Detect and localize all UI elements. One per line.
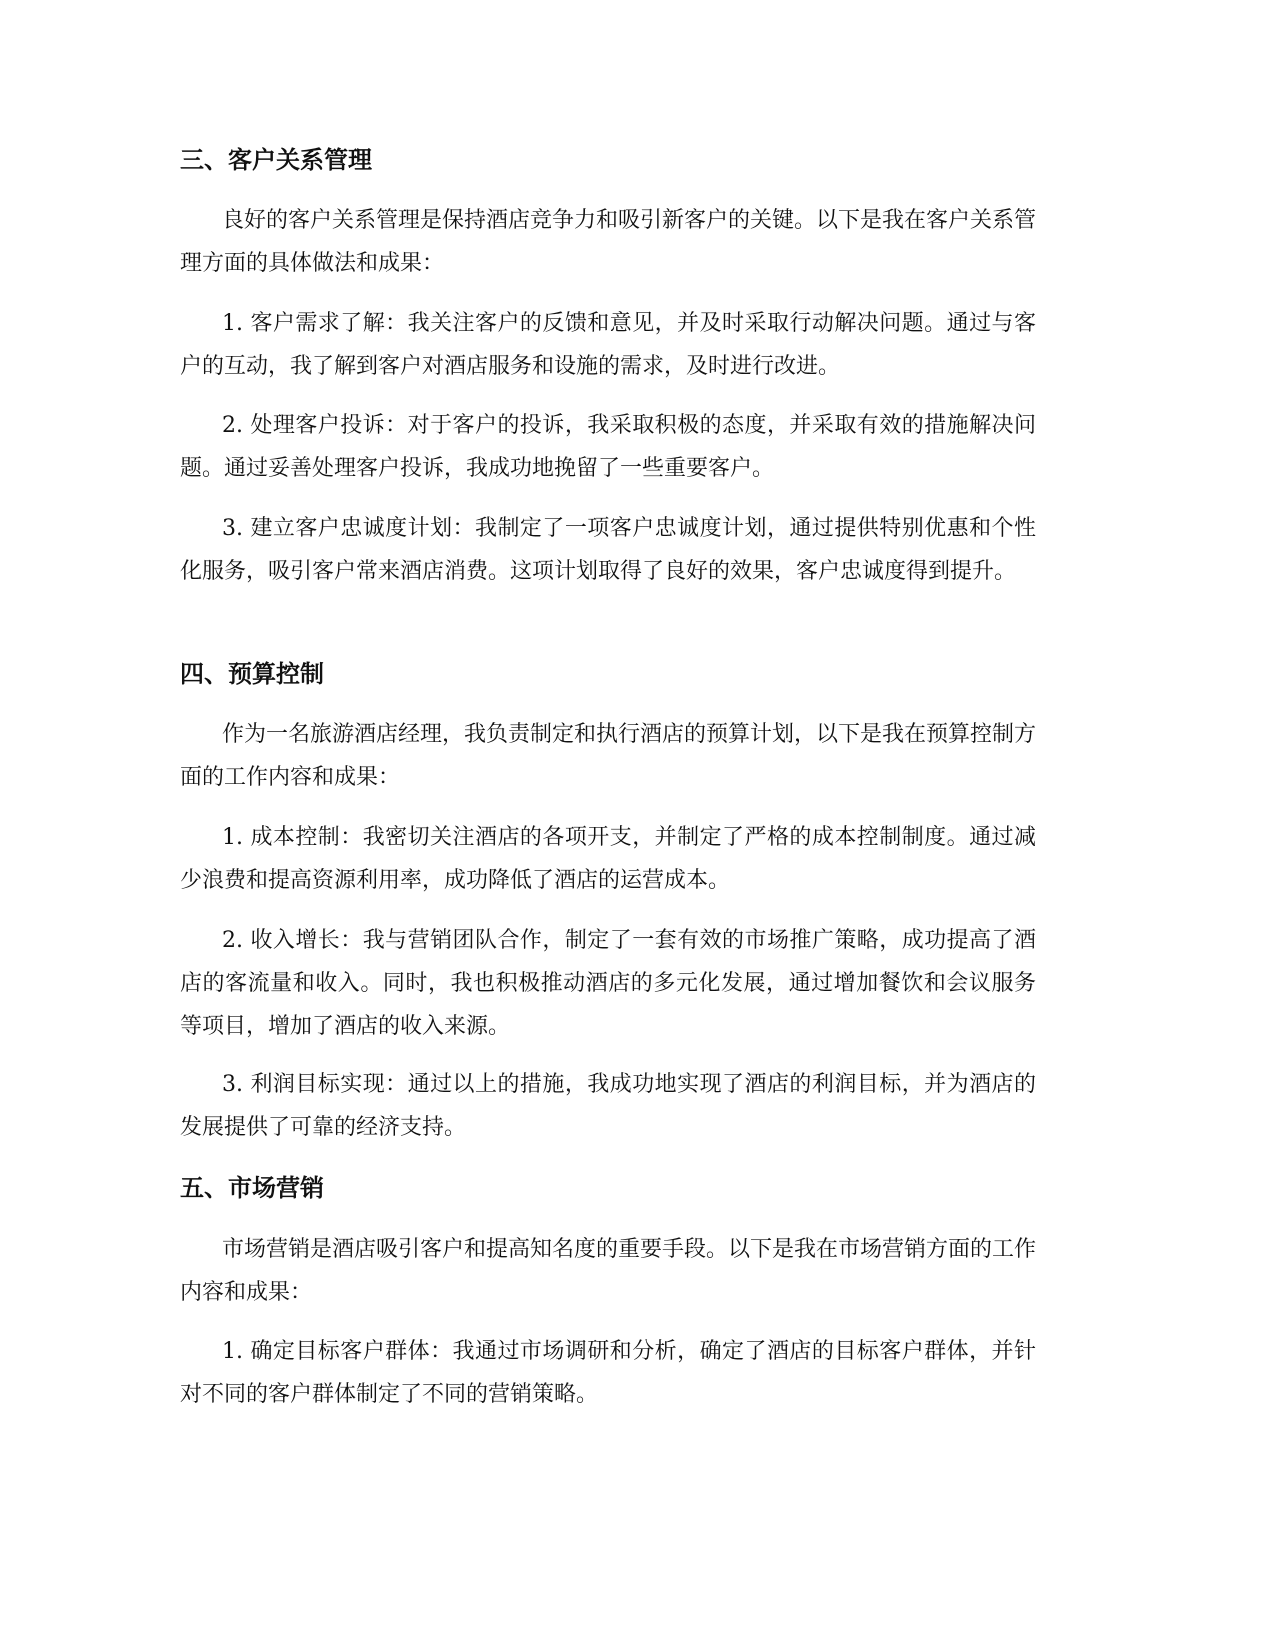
list-item: 2. 处理客户投诉：对于客户的投诉，我采取积极的态度，并采取有效的措施解决问题。通过妥善处理客户投诉，我成功地挽留了一些重要客户。 xyxy=(180,413,1036,481)
paragraph: 良好的客户关系管理是保持酒店竞争力和吸引新客户的关键。以下是我在客户关系管理方面的具体做法和成果： xyxy=(180,208,1037,276)
list-item: 1. 客户需求了解：我关注客户的反馈和意见，并及时采取行动解决问题。通过与客户的互动，我了解到客户对酒店服务和设施的需求，及时进行改进。 xyxy=(180,311,1036,379)
section-heading-budget-control: 四、预算控制 xyxy=(180,660,324,688)
paragraph: 市场营销是酒店吸引客户和提高知名度的重要手段。以下是我在市场营销方面的工作内容和成果： xyxy=(180,1237,1037,1305)
list-item: 3. 建立客户忠诚度计划：我制定了一项客户忠诚度计划，通过提供特别优惠和个性化服务，吸引客户常来酒店消费。这项计划取得了良好的效果，客户忠诚度得到提升。 xyxy=(180,516,1036,584)
list-item: 1. 成本控制：我密切关注酒店的各项开支，并制定了严格的成本控制制度。通过减少浪费和提高资源利用率，成功降低了酒店的运营成本。 xyxy=(180,825,1036,893)
section-heading-marketing: 五、市场营销 xyxy=(180,1174,324,1202)
paragraph: 作为一名旅游酒店经理，我负责制定和执行酒店的预算计划，以下是我在预算控制方面的工作内容和成果： xyxy=(180,722,1037,790)
list-item: 2. 收入增长：我与营销团队合作，制定了一套有效的市场推广策略，成功提高了酒店的客流量和收入。同时，我也积极推动酒店的多元化发展，通过增加餐饮和会议服务等项目，增加了酒店的收入来源。 xyxy=(180,928,1036,1039)
list-item: 1. 确定目标客户群体：我通过市场调研和分析，确定了酒店的目标客户群体，并针对不同的客户群体制定了不同的营销策略。 xyxy=(180,1339,1036,1407)
list-item: 3. 利润目标实现：通过以上的措施，我成功地实现了酒店的利润目标，并为酒店的发展提供了可靠的经济支持。 xyxy=(180,1072,1036,1140)
section-heading-customer-relations: 三、客户关系管理 xyxy=(180,146,372,174)
